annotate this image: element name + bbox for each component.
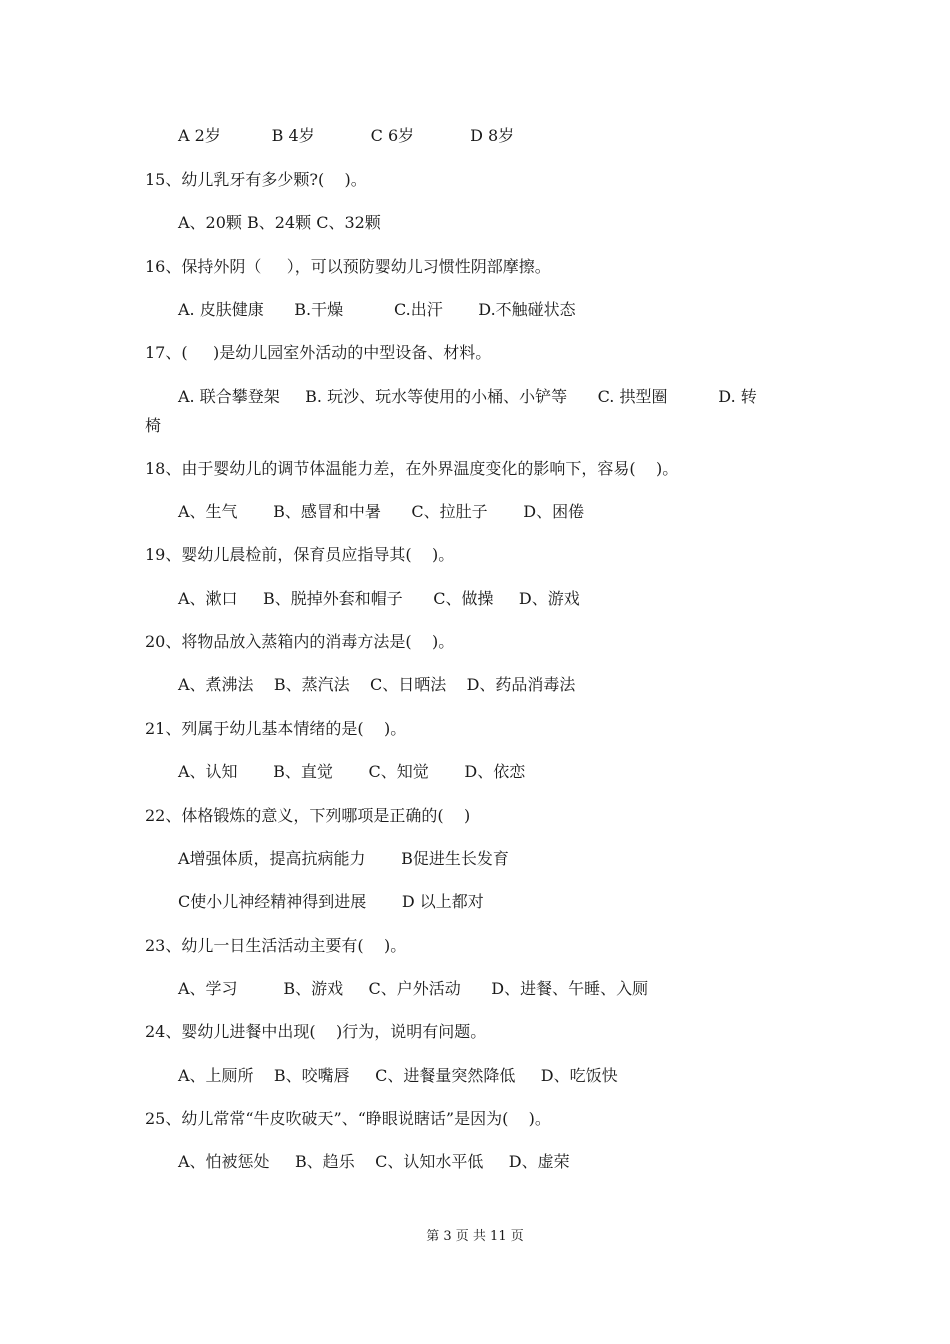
question-24: 24、婴幼儿进餐中出现( )行为，说明有问题。	[145, 1022, 487, 1041]
question-21: 21、列属于幼儿基本情绪的是( )。	[145, 719, 407, 738]
q25-options: A、怕被惩处 B、趋乐 C、认知水平低 D、虚荣	[178, 1152, 570, 1171]
q22-options-1: A增强体质，提高抗病能力 B促进生长发育	[178, 849, 509, 868]
q19-options: A、漱口 B、脱掉外套和帽子 C、做操 D、游戏	[178, 589, 580, 608]
q15-options: A、20颗 B、24颗 C、32颗	[178, 213, 381, 232]
page-footer: 第 3 页 共 11 页	[426, 1229, 524, 1244]
q17-options-cont: 椅	[145, 416, 162, 435]
question-18: 18、由于婴幼儿的调节体温能力差，在外界温度变化的影响下，容易( )。	[145, 459, 679, 478]
question-19: 19、婴幼儿晨检前，保育员应指导其( )。	[145, 545, 455, 564]
q23-options: A、学习 B、游戏 C、户外活动 D、进餐、午睡、入厕	[178, 979, 649, 998]
q24-options: A、上厕所 B、咬嘴唇 C、进餐量突然降低 D、吃饭快	[178, 1066, 618, 1085]
question-17: 17、( )是幼儿园室外活动的中型设备、材料。	[145, 343, 492, 362]
question-15: 15、幼儿乳牙有多少颗?( )。	[145, 170, 367, 189]
q18-options: A、生气 B、感冒和中暑 C、拉肚子 D、困倦	[178, 502, 585, 521]
q21-options: A、认知 B、直觉 C、知觉 D、依恋	[178, 762, 526, 781]
question-20: 20、将物品放入蒸箱内的消毒方法是( )。	[145, 632, 455, 651]
q16-options: A. 皮肤健康 B.干燥 C.出汗 D.不触碰状态	[178, 300, 576, 319]
question-22: 22、体格锻炼的意义，下列哪项是正确的( )	[145, 806, 471, 825]
q20-options: A、煮沸法 B、蒸汽法 C、日晒法 D、药品消毒法	[178, 675, 576, 694]
q14-options: A 2岁 B 4岁 C 6岁 D 8岁	[178, 126, 515, 145]
question-25: 25、幼儿常常“牛皮吹破天”、“睁眼说瞎话”是因为( )。	[145, 1109, 551, 1128]
question-23: 23、幼儿一日生活活动主要有( )。	[145, 936, 407, 955]
question-16: 16、保持外阴（ ），可以预防婴幼儿习惯性阴部摩擦。	[145, 257, 551, 276]
q17-options: A. 联合攀登架 B. 玩沙、玩水等使用的小桶、小铲等 C. 拱型圈 D. 转	[178, 387, 757, 406]
q22-options-2: C使小儿神经精神得到进展 D 以上都对	[178, 892, 484, 911]
